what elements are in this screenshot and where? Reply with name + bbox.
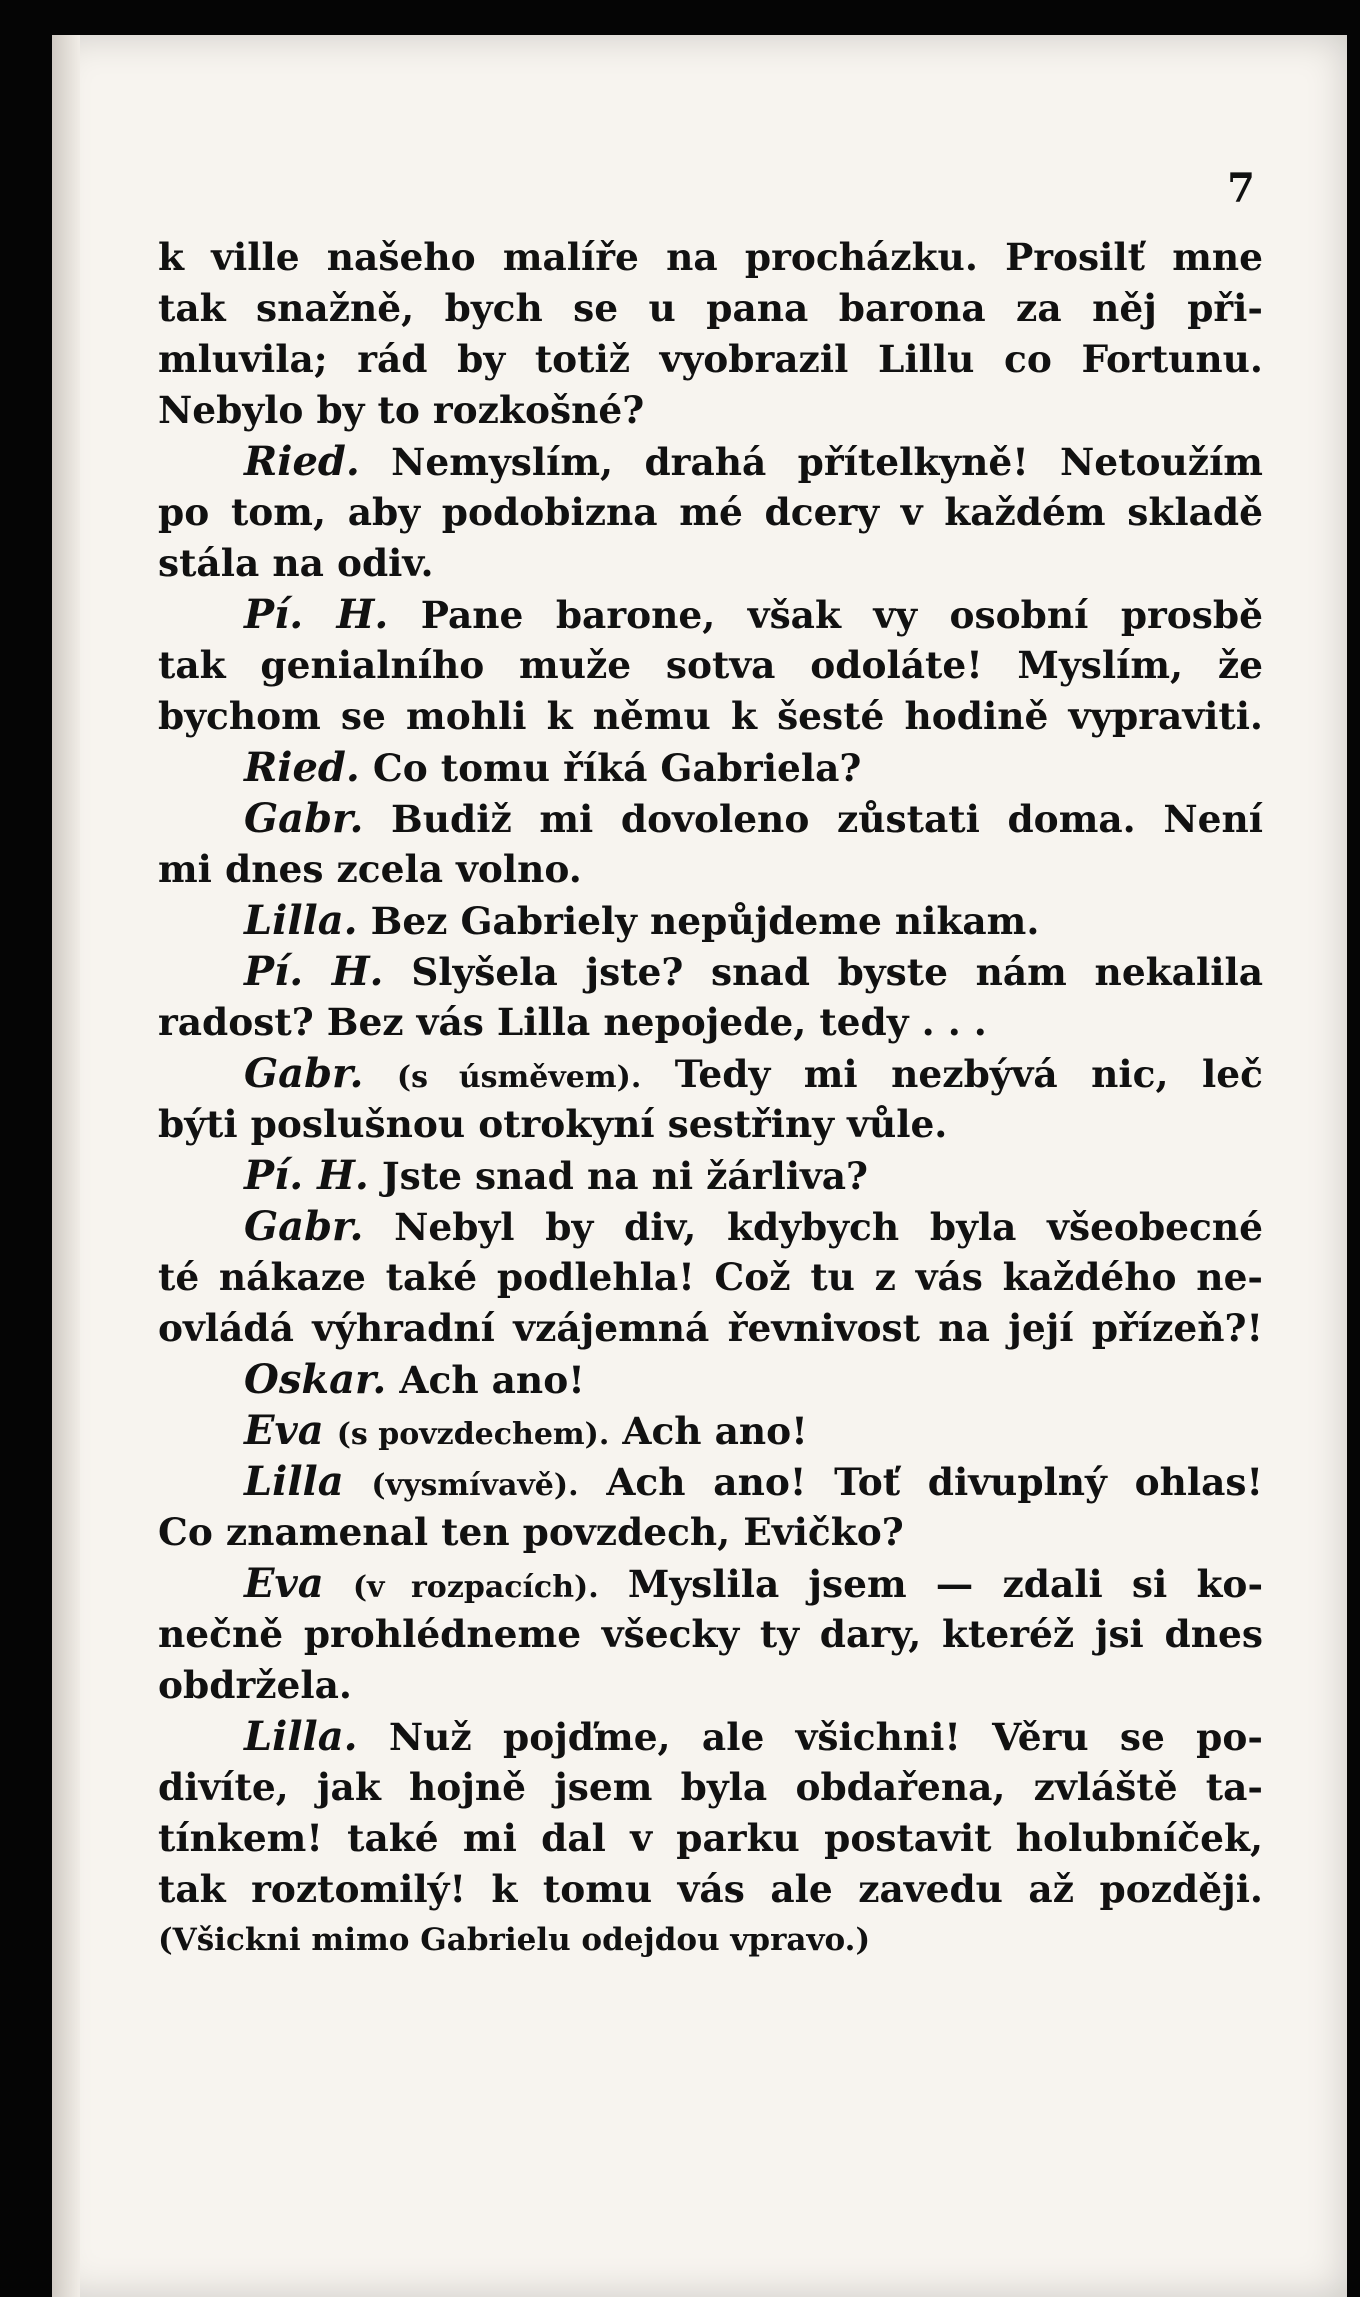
- text-line: [158, 1711, 1263, 1762]
- speaker-name: Oskar.: [244, 1356, 387, 1403]
- line-text: Nuž pojďme, ale všichni! Věru se po-: [388, 1715, 1263, 1759]
- line-text: mluvila; rád by totiž vyobrazil Lillu co Fortunu.: [158, 337, 1263, 381]
- text-line: [158, 1405, 1263, 1456]
- text-line: [158, 997, 1263, 1048]
- text-line: [158, 1864, 1263, 1915]
- speaker-name: Lilla.: [244, 897, 358, 944]
- line-text: divíte, jak hojně jsem byla obdařena, zvláště ta-: [158, 1765, 1263, 1809]
- text-line: [158, 640, 1263, 691]
- text-line: [158, 844, 1263, 895]
- line-text: nečně prohlédneme všecky ty dary, kteréž jsi dnes: [158, 1612, 1263, 1656]
- speaker-name: Pí. H.: [244, 1152, 369, 1199]
- text-line: [158, 538, 1263, 589]
- page-spine-shadow: [52, 35, 80, 2297]
- page-number: 7: [1227, 165, 1255, 212]
- text-line: [158, 1099, 1263, 1150]
- speaker-name: Eva: [244, 1407, 324, 1454]
- line-text: tak roztomilý! k tomu vás ale zavedu až později.: [158, 1867, 1263, 1911]
- line-text: radost? Bez vás Lilla nepojede, tedy . . .: [158, 1000, 987, 1044]
- line-text: Pane barone, však vy osobní prosbě: [420, 593, 1263, 637]
- text-line: [158, 1507, 1263, 1558]
- line-text: po tom, aby podobizna mé dcery v každém skladě: [158, 490, 1263, 534]
- text-line: [158, 1354, 1263, 1405]
- text-line: [158, 895, 1263, 946]
- speaker-name: Gabr.: [244, 795, 364, 842]
- line-text: tak genialního muže sotva odoláte! Myslím, že: [158, 643, 1263, 687]
- line-text: Co tomu říká Gabriela?: [372, 746, 862, 790]
- text-line: [158, 436, 1263, 487]
- text-line: [158, 1456, 1263, 1507]
- line-text: Ach ano!: [622, 1409, 808, 1453]
- text-line: [158, 1660, 1263, 1711]
- text-line: [158, 691, 1263, 742]
- text-line: [158, 487, 1263, 538]
- speaker-name: Gabr.: [244, 1203, 364, 1250]
- line-text: Ach ano!: [399, 1358, 585, 1402]
- line-text: býti poslušnou otrokyní sestřiny vůle.: [158, 1102, 948, 1146]
- stage-aside: (s úsměvem).: [396, 1060, 642, 1095]
- text-line: [158, 232, 1263, 283]
- line-text: Jste snad na ni žárliva?: [381, 1154, 869, 1198]
- line-text: obdržela.: [158, 1663, 352, 1707]
- text-line: [158, 1813, 1263, 1864]
- text-line: [158, 1762, 1263, 1813]
- text-line: [158, 1252, 1263, 1303]
- line-text: (Všickni mimo Gabrielu odejdou vpravo.): [158, 1922, 871, 1958]
- speaker-name: Lilla.: [244, 1713, 358, 1760]
- line-text: Budiž mi dovoleno zůstati doma. Není: [391, 797, 1263, 841]
- stage-aside: (s povzdechem).: [336, 1417, 610, 1452]
- line-text: Slyšela jste? snad byste nám nekalila: [411, 950, 1263, 994]
- page-text: [158, 232, 1263, 1966]
- text-line: [158, 1048, 1263, 1099]
- line-text: Bez Gabriely nepůjdeme nikam.: [370, 899, 1040, 943]
- speaker-name: Lilla: [244, 1458, 344, 1505]
- speaker-name: Eva: [244, 1560, 324, 1607]
- text-line: [158, 1609, 1263, 1660]
- text-line: [158, 946, 1263, 997]
- line-text: k ville našeho malíře na procházku. Prosilť mne: [158, 235, 1263, 279]
- line-text: ovládá výhradní vzájemná řevnivost na její přízeň?!: [158, 1306, 1263, 1350]
- text-line: [158, 283, 1263, 334]
- line-text: Tedy mi nezbývá nic, leč: [674, 1052, 1263, 1096]
- text-line: [158, 1201, 1263, 1252]
- line-text: Nebyl by div, kdybych byla všeobecné: [394, 1205, 1263, 1249]
- speaker-name: Pí. H.: [244, 948, 384, 995]
- line-text: Myslila jsem — zdali si ko-: [627, 1562, 1263, 1606]
- line-text: stála na odiv.: [158, 541, 434, 585]
- line-text: tínkem! také mi dal v parku postavit holubníček,: [158, 1816, 1263, 1860]
- speaker-name: Gabr.: [244, 1050, 364, 1097]
- text-line: [158, 385, 1263, 436]
- stage-aside: (vysmívavě).: [371, 1468, 579, 1503]
- line-text: Nemyslím, drahá přítelkyně! Netoužím: [391, 440, 1263, 484]
- stage-direction: [158, 1915, 1263, 1966]
- text-line: [158, 1558, 1263, 1609]
- text-line: [158, 793, 1263, 844]
- text-line: [158, 334, 1263, 385]
- text-line: [158, 589, 1263, 640]
- speaker-name: Ried.: [244, 438, 360, 485]
- line-text: té nákaze také podlehla! Což tu z vás každého ne-: [158, 1255, 1263, 1299]
- speaker-name: Pí. H.: [244, 591, 389, 638]
- line-text: mi dnes zcela volno.: [158, 847, 582, 891]
- line-text: bychom se mohli k němu k šesté hodině vypraviti.: [158, 694, 1263, 738]
- stage-aside: (v rozpacích).: [352, 1570, 599, 1605]
- text-line: [158, 1150, 1263, 1201]
- line-text: tak snažně, bych se u pana barona za něj při-: [158, 286, 1263, 330]
- text-line: [158, 742, 1263, 793]
- text-line: [158, 1303, 1263, 1354]
- line-text: Ach ano! Toť divuplný ohlas!: [606, 1460, 1263, 1504]
- speaker-name: Ried.: [244, 744, 360, 791]
- line-text: Co znamenal ten povzdech, Evičko?: [158, 1510, 904, 1554]
- line-text: Nebylo by to rozkošné?: [158, 388, 645, 432]
